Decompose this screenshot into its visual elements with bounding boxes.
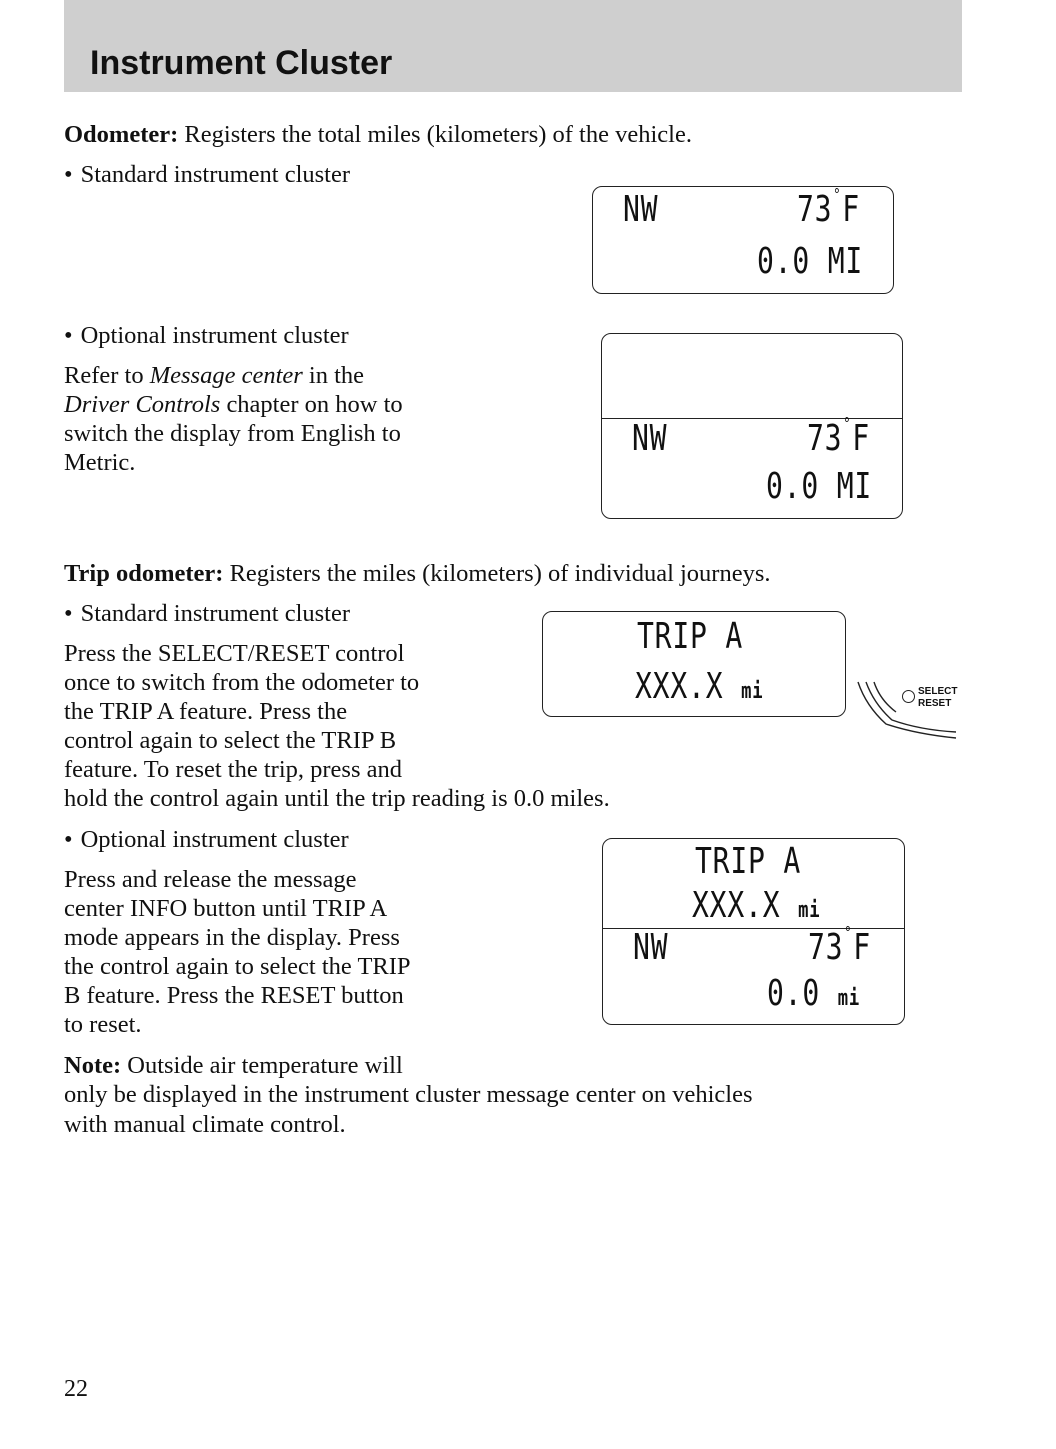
trip-optional-line: B feature. Press the RESET button [64,982,404,1009]
reset-label: RESET [918,698,952,709]
temperature-readout: 73°F [808,923,871,968]
trip-value-readout: XXX.X mi [692,885,821,926]
select-reset-button-icon [902,690,915,703]
odometer-paragraph [64,120,692,149]
odometer-label: Odometer: [64,121,179,148]
odometer-reading: 0.0 MI [766,466,873,507]
odometer-reading: 0.0 mi [767,973,860,1014]
trip-optional-bullet: • Optional instrument cluster [64,825,349,854]
trip-standard-line: control again to select the TRIP B [64,727,397,754]
direction-readout: NW [633,927,669,968]
temperature-readout: 73°F [807,414,870,459]
trip-value-readout: XXX.X mi [635,666,764,707]
page-number: 22 [64,1376,88,1402]
refer-line-4: Metric. [64,449,136,476]
trip-optional-line: mode appears in the display. Press [64,924,400,951]
refer-line-3: switch the display from English to [64,420,401,447]
note-label: Note: [64,1052,122,1079]
refer-line-1: Refer to Message center in the [64,362,365,389]
trip-mode-readout: TRIP A [637,616,744,657]
page-title: Instrument Cluster [90,44,393,82]
note-line-1: Note: Outside air temperature will [64,1052,403,1079]
trip-standard-bullet: • Standard instrument cluster [64,599,350,628]
odometer-optional-bullet: • Optional instrument cluster [64,321,349,350]
trip-mode-readout: TRIP A [695,841,802,882]
trip-standard-line: once to switch from the odometer to [64,669,420,696]
trip-optional-line: to reset. [64,1011,142,1038]
trip-standard-line: hold the control again until the trip reading is 0.0 miles. [64,785,610,812]
trip-optional-line: the control again to select the TRIP [64,953,411,980]
trip-standard-line: feature. To reset the trip, press and [64,756,402,783]
standard-odometer-display [592,186,894,294]
trip-optional-line: Press and release the message [64,866,357,893]
odometer-standard-bullet: • Standard instrument cluster [64,160,350,189]
trip-text: Registers the miles (kilometers) of individual journeys. [223,560,771,587]
header-band [64,0,962,92]
direction-readout: NW [632,418,668,459]
trip-standard-line: the TRIP A feature. Press the [64,698,348,725]
trip-optional-line: center INFO button until TRIP A [64,895,388,922]
trip-standard-line: Press the SELECT/RESET control [64,640,405,667]
odometer-reading: 0.0 MI [757,241,864,282]
note-line-3: with manual climate control. [64,1111,346,1138]
trip-label: Trip odometer: [64,560,224,587]
note-line-2: only be displayed in the instrument cluster message center on vehicles [64,1081,753,1108]
temperature-readout: 73°F [797,185,860,230]
select-label: SELECT [918,686,958,697]
odometer-text: Registers the total miles (kilometers) of the vehicle. [178,121,692,148]
optional-odometer-display [601,333,903,519]
direction-readout: NW [623,189,659,230]
trip-paragraph [64,559,771,588]
standard-trip-display [542,611,846,717]
optional-trip-display [602,838,905,1025]
select-reset-control [856,676,960,746]
refer-line-2: Driver Controls chapter on how to [64,391,403,418]
